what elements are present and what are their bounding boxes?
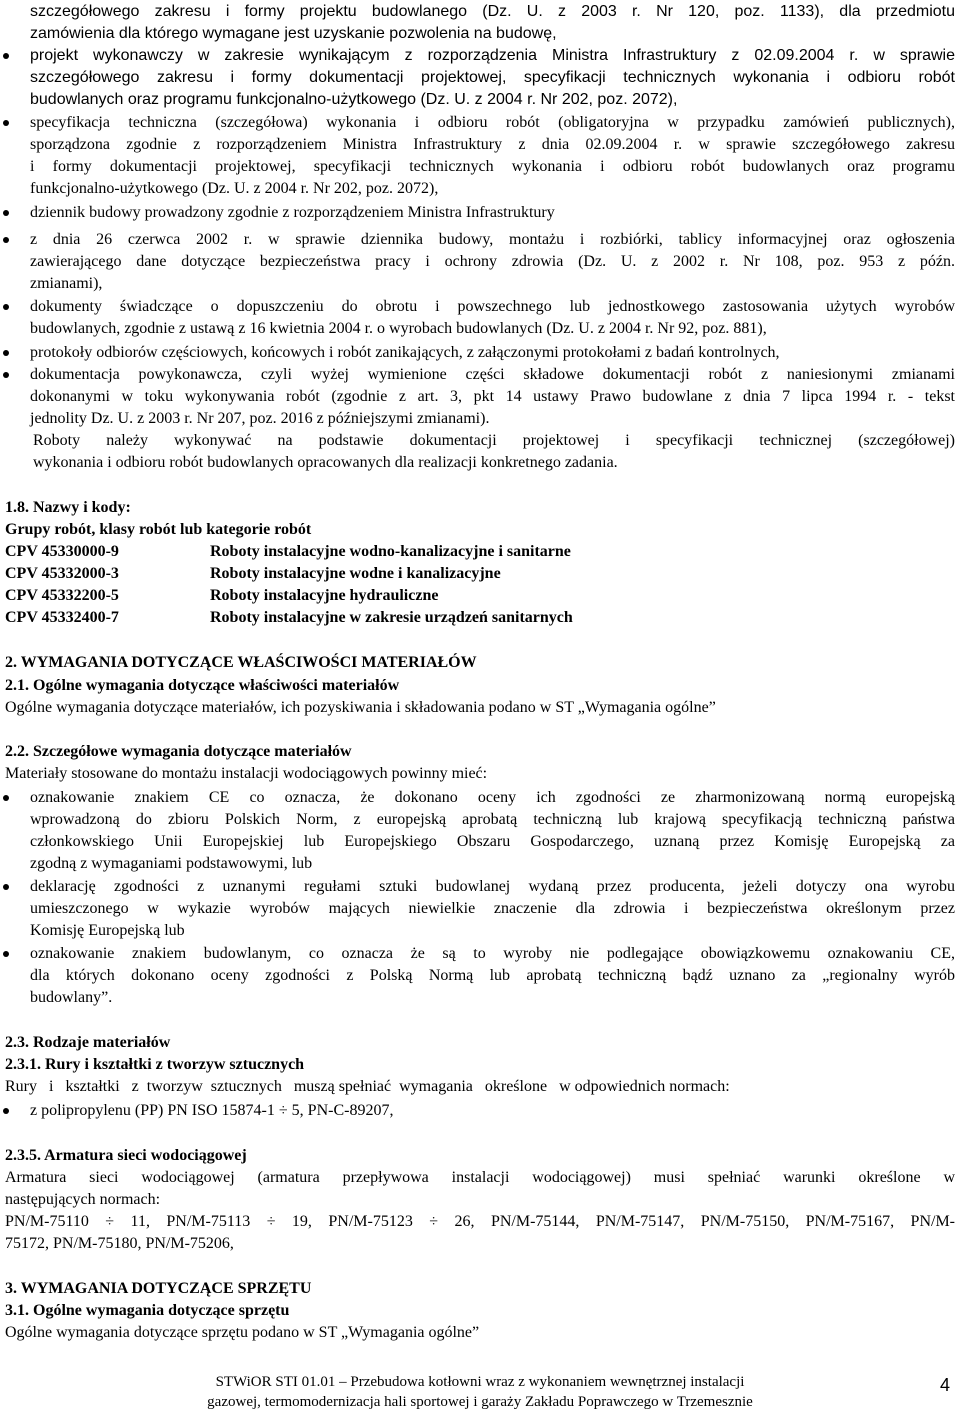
footer-line: STWiOR STI 01.01 – Przebudowa kotłowni wraz z wykonaniem wewnętrznej instalacji [215, 1374, 745, 1390]
list-item-line: zmianami), [30, 275, 103, 292]
list-item-line: Komisję Europejską lub [30, 922, 185, 939]
list-item-line: zawierającego dane dotyczące bezpieczeństwa pracy i ochrony zdrowia (Dz. U. z 2002 r. Nr 108, poz. 953 z późn. [30, 253, 955, 270]
list-item-line: członkowskiego Unii Europejskiej lub Europejskiego Obszaru Gospodarczego, uznaną przez Komisję Europejską za [30, 833, 955, 850]
section-heading-2-3: 2.3. Rodzaje materiałów [5, 1034, 171, 1051]
section-heading-1-8: 1.8. Nazwy i kody: [5, 499, 131, 516]
list-item-line: deklarację zgodności z uznanymi regułami sztuki budowlanej wydaną przez producenta, jeżeli dotyczy ona wyrobu [30, 878, 955, 895]
bullet-icon [3, 350, 9, 356]
bullet-icon [3, 304, 9, 310]
cpv-name: Roboty instalacyjne hydrauliczne [210, 587, 439, 604]
bullet-icon [3, 372, 9, 378]
list-item [30, 342, 955, 364]
cpv-code: CPV 45330000-9 [5, 543, 119, 560]
list-item-line: z polipropylenu (PP) PN ISO 15874-1 ÷ 5, PN-C-89207, [30, 1102, 394, 1119]
table-row [5, 585, 438, 607]
cpv-code: CPV 45332000-3 [5, 565, 119, 582]
page-number: 4 [940, 1375, 951, 1395]
cpv-name: Roboty instalacyjne wodno-kanalizacyjne i sanitarne [210, 543, 571, 560]
section-heading-2: 2. WYMAGANIA DOTYCZĄCE WŁAŚCIWOŚCI MATERIAŁÓW [5, 654, 477, 671]
bullet-icon [3, 53, 9, 59]
paragraph-line: wykonania i odbioru robót budowlanych opracowanych dla realizacji konkretnego zadania. [33, 454, 618, 471]
list-item-line: szczegółowego zakresu i formy projektu budowlanego (Dz. U. z 2003 r. Nr 120, poz. 1133), dla przedmiotu [30, 3, 955, 20]
section-2-2-intro: Materiały stosowane do montażu instalacji wodociągowych powinny mieć: [5, 765, 488, 782]
cpv-name: Roboty instalacyjne w zakresie urządzeń sanitarnych [210, 609, 573, 626]
section-2-3-1-text: Rury i kształtki z tworzyw sztucznych muszą spełniać wymagania określone w odpowiednich normach: [5, 1078, 730, 1095]
cpv-code: CPV 45332200-5 [5, 587, 119, 604]
roboty-paragraph [33, 430, 955, 474]
list-item-line: wprowadzoną do zbioru Polskich Norm, z europejską aprobatą techniczną lub krajową specyfikacją techniczną państwa [30, 811, 955, 828]
bullet-icon [3, 951, 9, 957]
list-item-line: dokumenty świadczące o dopuszczeniu do obrotu i powszechnego lub jednostkowego zastosowania użytych wyrobów [30, 298, 955, 315]
list-item-line: jednolity Dz. U. z 2003 r. Nr 207, poz. 2016 z późniejszymi zmianami). [30, 410, 490, 427]
list-item [30, 787, 955, 875]
section-2-1-text: Ogólne wymagania dotyczące materiałów, ich pozyskiwania i składowania podano w ST „Wymagania ogólne” [5, 699, 716, 716]
paragraph-line: następujących normach: [5, 1191, 161, 1208]
table-row [5, 541, 571, 563]
list-item-line: dziennik budowy prowadzony zgodnie z rozporządzeniem Ministra Infrastruktury [30, 204, 555, 221]
list-item-line: i formy dokumentacji projektowej, specyfikacji technicznych wykonania i odbioru robót budowlanych oraz programu [30, 158, 955, 175]
list-item [30, 1100, 955, 1122]
table-row [5, 607, 573, 629]
section-heading-2-3-1: 2.3.1. Rury i kształtki z tworzyw sztucznych [5, 1056, 305, 1073]
bullet-icon [3, 795, 9, 801]
list-item-line: budowlanych, zgodnie z ustawą z 16 kwietnia 2004 r. o wyrobach budowlanych (Dz. U. z 2004 r. Nr 92, poz. 881), [30, 320, 767, 337]
section-heading-2-1: 2.1. Ogólne wymagania dotyczące właściwości materiałów [5, 677, 400, 694]
cpv-code: CPV 45332400-7 [5, 609, 119, 626]
list-item-line: specyfikacja techniczna (szczegółowa) wykonania i odbioru robót (obligatoryjna w przypadku zamówień publicznych), [30, 114, 955, 131]
list-item-line: z dnia 26 czerwca 2002 r. w sprawie dziennika budowy, montażu i rozbiórki, tablicy informacyjnej oraz ogłoszenia [30, 231, 955, 248]
list-item-line: budowlany”. [30, 989, 113, 1006]
list-item-line: oznakowanie znakiem CE co oznacza, że dokonano oceny ich zgodności ze zharmonizowaną normą europejską [30, 789, 955, 806]
list-item [30, 876, 955, 942]
list-item [30, 202, 955, 224]
bullet-icon [3, 884, 9, 890]
list-item [30, 296, 955, 340]
section-heading-3-1: 3.1. Ogólne wymagania dotyczące sprzętu [5, 1302, 290, 1319]
list-item [30, 229, 955, 295]
bullet-icon [3, 1108, 9, 1114]
section-heading-3: 3. WYMAGANIA DOTYCZĄCE SPRZĘTU [5, 1280, 312, 1297]
page-footer [160, 1372, 800, 1412]
list-item-line: umieszczonego w wykazie wyrobów mających niewielkie znaczenie dla zdrowia i bezpieczeństwa określonym przez [30, 900, 955, 917]
section-2-3-5-text [5, 1167, 955, 1255]
bullet-icon [3, 237, 9, 243]
list-item-line: budowlanych oraz programu funkcjonalno-użytkowego (Dz. U. z 2004 r. Nr 202, poz. 2072), [30, 91, 678, 108]
list-item-line: zgodną z wymaganiami podstawowymi, lub [30, 855, 313, 872]
list-item [30, 1, 955, 45]
list-item-line: dokonanymi w toku wykonywania robót (zgodnie z art. 3, pkt 14 ustawy Prawo budowlane z dnia 7 lipca 1994 r. - tekst [30, 388, 955, 405]
list-item-line: zamówienia dla którego wymagane jest uzyskanie pozwolenia na budowę, [30, 25, 557, 42]
footer-line: gazowej, termomodernizacja hali sportowej i garaży Zakładu Poprawczego w Trzemesznie [207, 1394, 753, 1410]
section-heading-2-2: 2.2. Szczegółowe wymagania dotyczące materiałów [5, 743, 352, 760]
bullet-icon [3, 210, 9, 216]
bullet-icon [3, 120, 9, 126]
list-item-line: sporządzona zgodnie z rozporządzeniem Ministra Infrastruktury z dnia 02.09.2004 r. w sprawie szczegółowego zakresu [30, 136, 955, 153]
paragraph-line: Roboty należy wykonywać na podstawie dokumentacji projektowej i specyfikacji technicznej (szczegółowej) [33, 432, 955, 449]
list-item-line: szczegółowego zakresu i formy dokumentacji projektowej, specyfikacji technicznych wykonania i odbioru robót [30, 69, 955, 86]
list-item-line: funkcjonalno-użytkowego (Dz. U. z 2004 r. Nr 202, poz. 2072), [30, 180, 439, 197]
list-item-line: dla których dokonano oceny zgodności z Polską Normą lub aprobatą techniczną bądź uznano za „regionalny wyrób [30, 967, 955, 984]
list-item-line: dokumentacja powykonawcza, czyli wyżej wymienione części składowe dokumentacji robót z naniesionymi zmianami [30, 366, 955, 383]
section-heading-2-3-5: 2.3.5. Armatura sieci wodociągowej [5, 1147, 247, 1164]
cpv-name: Roboty instalacyjne wodne i kanalizacyjne [210, 565, 501, 582]
paragraph-line: 75172, PN/M-75180, PN/M-75206, [5, 1235, 234, 1252]
paragraph-line: PN/M-75110 ÷ 11, PN/M-75113 ÷ 19, PN/M-75123 ÷ 26, PN/M-75144, PN/M-75147, PN/M-75150, PN/M-75167, PN/M- [5, 1213, 955, 1230]
table-row [5, 563, 501, 585]
paragraph-line: Armatura sieci wodociągowej (armatura przepływowa instalacji wodociągowej) musi spełniać warunki określone w [5, 1169, 955, 1186]
list-item-line: oznakowanie znakiem budowlanym, co oznacza że są to wyroby nie podlegające obowiązkowemu oznakowaniu CE, [30, 945, 955, 962]
list-item [30, 364, 955, 430]
list-item [30, 112, 955, 200]
list-item [30, 45, 955, 111]
list-item-line: protokoły odbiorów częściowych, końcowych i robót zanikających, z załączonymi protokołami z badań kontrolnych, [30, 344, 780, 361]
list-item-line: projekt wykonawczy w zakresie wynikającym z rozporządzenia Ministra Infrastruktury z 02.09.2004 r. w sprawie [30, 47, 955, 64]
section-subheading-groups: Grupy robót, klasy robót lub kategorie robót [5, 521, 312, 538]
section-3-1-text: Ogólne wymagania dotyczące sprzętu podano w ST „Wymagania ogólne” [5, 1324, 480, 1341]
list-item [30, 943, 955, 1009]
